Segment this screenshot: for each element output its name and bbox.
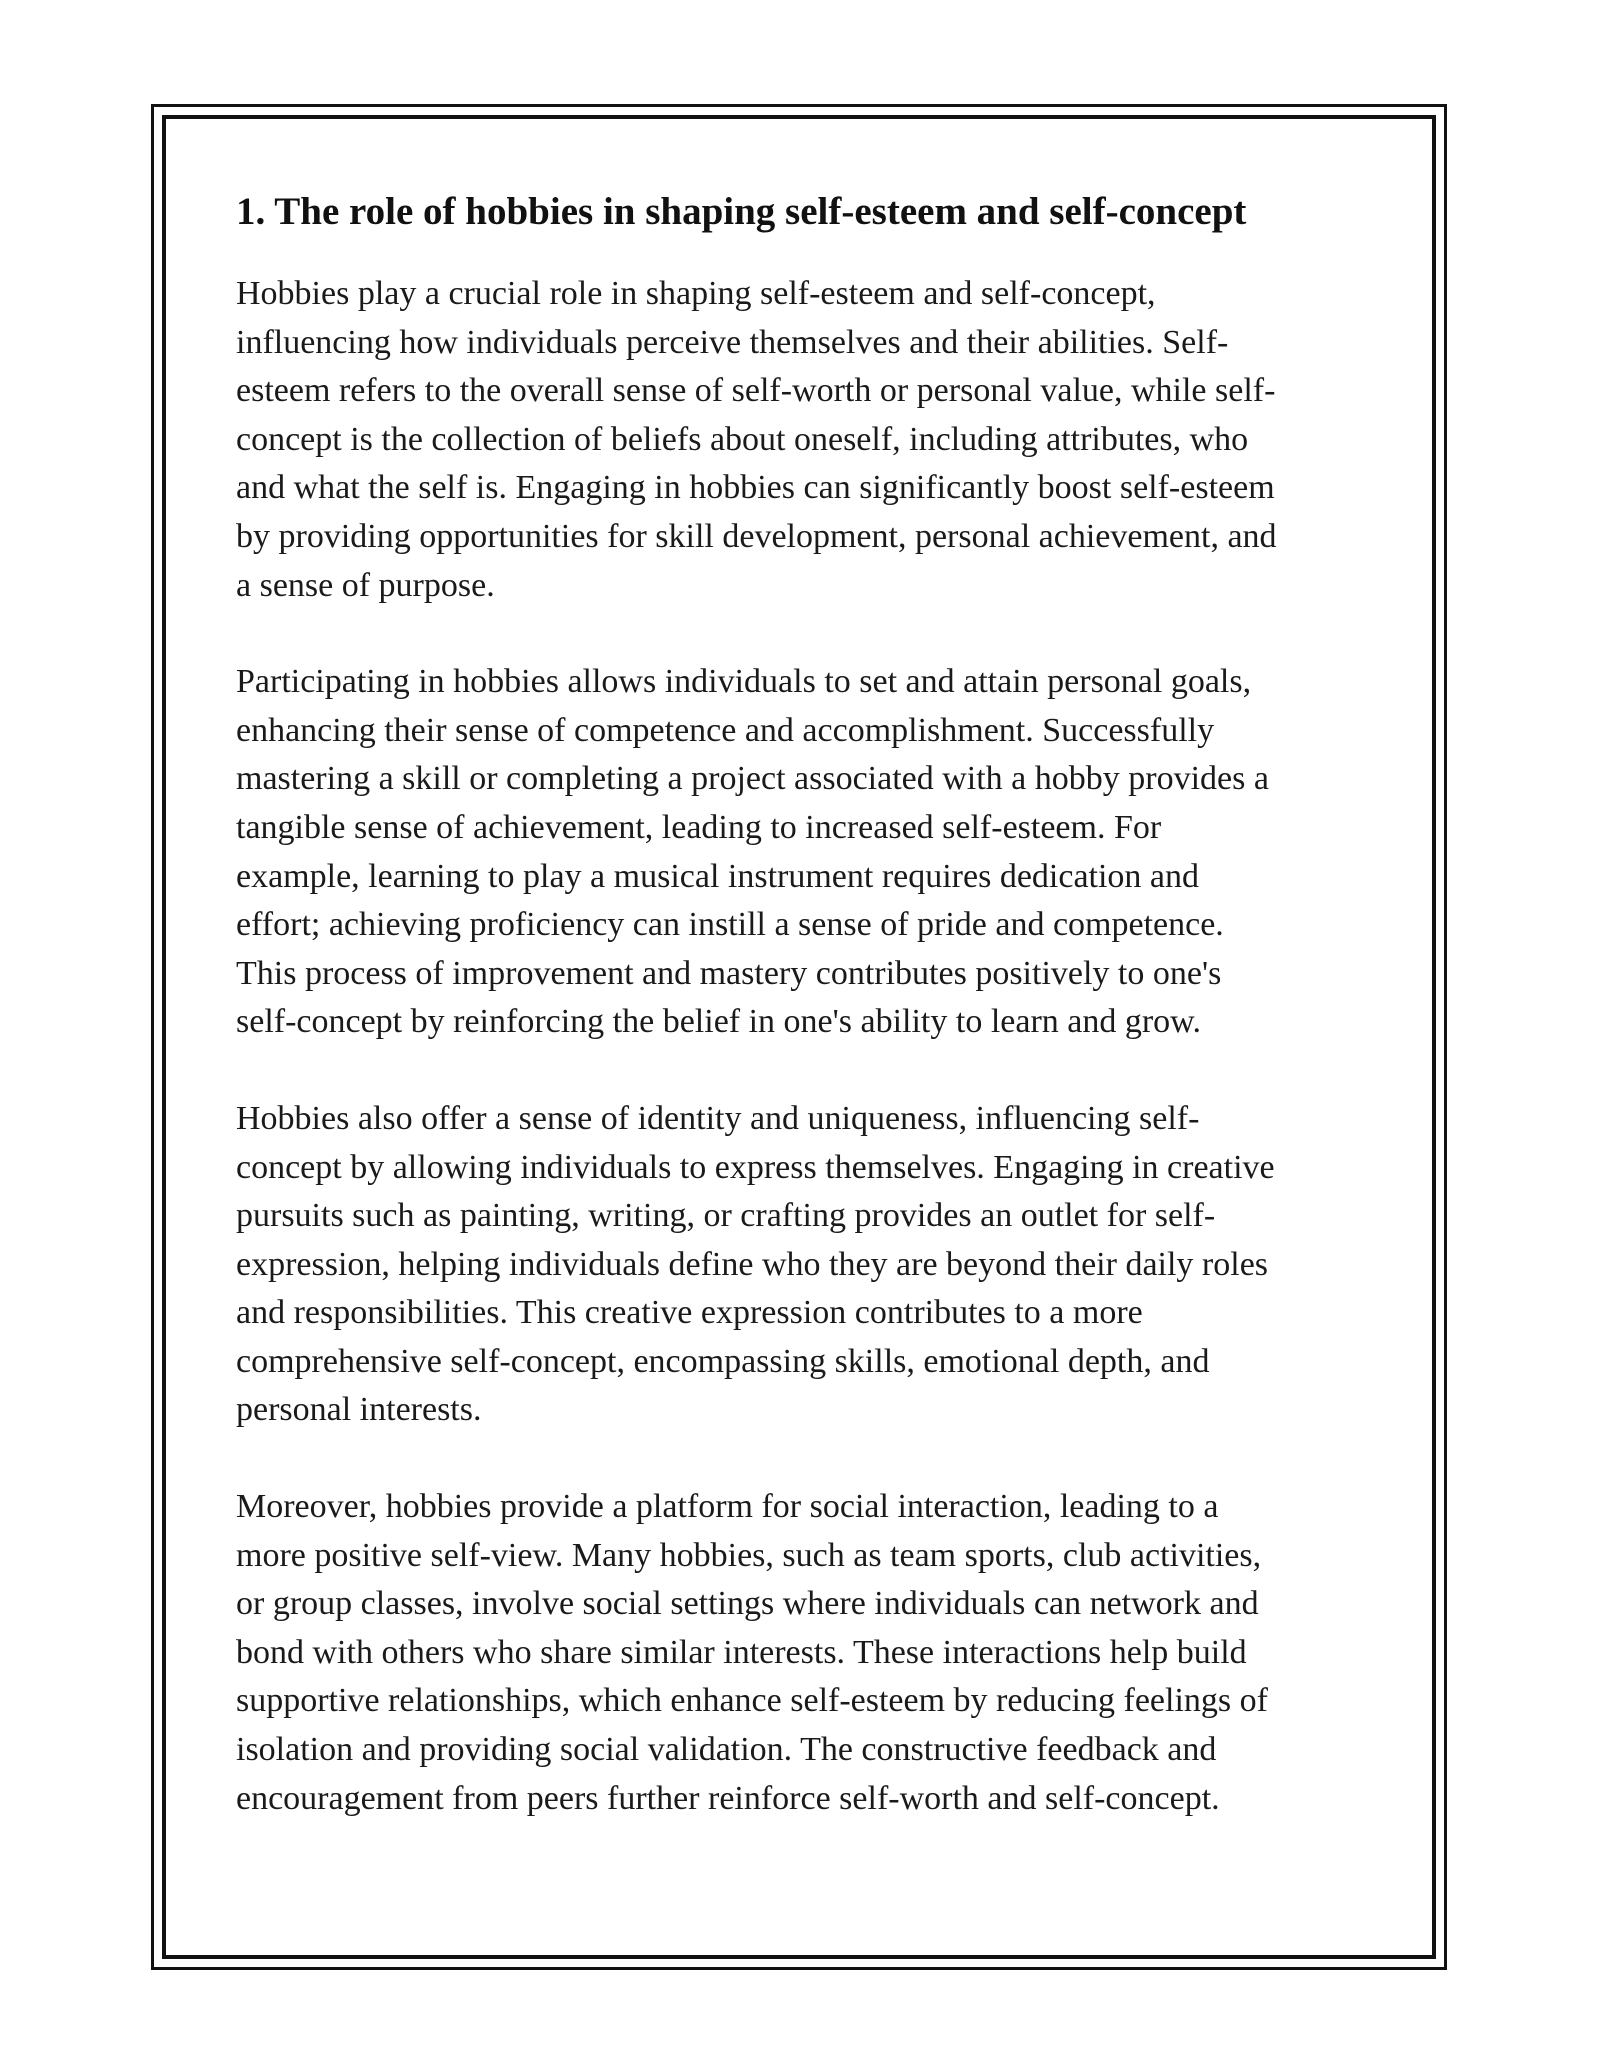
paragraph-line: supportive relationships, which enhance self-esteem by reducing feelings of bbox=[236, 1682, 1268, 1720]
paragraph-line: mastering a skill or completing a project associated with a hobby provides a bbox=[236, 760, 1269, 798]
paragraph-line: or group classes, involve social settings where individuals can network and bbox=[236, 1585, 1259, 1623]
paragraph-line: Hobbies also offer a sense of identity and uniqueness, influencing self- bbox=[236, 1099, 1200, 1137]
paragraph-4 bbox=[236, 1483, 1376, 1823]
paragraph-2 bbox=[236, 658, 1376, 1047]
document-content bbox=[236, 188, 1376, 1871]
paragraph-line: This process of improvement and mastery contributes positively to one's bbox=[236, 954, 1222, 992]
paragraph-line: bond with others who share similar interests. These interactions help build bbox=[236, 1633, 1247, 1671]
paragraph-line: enhancing their sense of competence and accomplishment. Successfully bbox=[236, 711, 1215, 749]
paragraph-line: encouragement from peers further reinforce self-worth and self-concept. bbox=[236, 1779, 1220, 1817]
paragraph-line: and what the self is. Engaging in hobbies can significantly boost self-esteem bbox=[236, 469, 1275, 507]
paragraph-line: pursuits such as painting, writing, or crafting provides an outlet for self- bbox=[236, 1197, 1216, 1235]
paragraph-line: concept by allowing individuals to express themselves. Engaging in creative bbox=[236, 1148, 1275, 1186]
paragraph-line: a sense of purpose. bbox=[236, 566, 495, 604]
section-heading: 1. The role of hobbies in shaping self-esteem and self-concept bbox=[236, 190, 1247, 233]
paragraph-line: comprehensive self-concept, encompassing skills, emotional depth, and bbox=[236, 1342, 1210, 1380]
paragraph-line: self-concept by reinforcing the belief in one's ability to learn and grow. bbox=[236, 1003, 1202, 1041]
paragraph-line: esteem refers to the overall sense of self-worth or personal value, while self- bbox=[236, 372, 1276, 410]
paragraph-line: and responsibilities. This creative expression contributes to a more bbox=[236, 1294, 1143, 1332]
paragraph-line: by providing opportunities for skill development, personal achievement, and bbox=[236, 517, 1277, 555]
paragraph-line: expression, helping individuals define who they are beyond their daily roles bbox=[236, 1245, 1269, 1283]
paragraph-line: Moreover, hobbies provide a platform for social interaction, leading to a bbox=[236, 1488, 1219, 1526]
paragraph-line: Hobbies play a crucial role in shaping self-esteem and self-concept, bbox=[236, 275, 1156, 312]
paragraph-3 bbox=[236, 1095, 1376, 1435]
paragraph-line: isolation and providing social validation. The constructive feedback and bbox=[236, 1731, 1217, 1769]
paragraph-line: Participating in hobbies allows individuals to set and attain personal goals, bbox=[236, 663, 1252, 701]
paragraph-line: tangible sense of achievement, leading to increased self-esteem. For bbox=[236, 808, 1162, 846]
paragraph-line: concept is the collection of beliefs about oneself, including attributes, who bbox=[236, 420, 1249, 458]
paragraph-line: influencing how individuals perceive themselves and their abilities. Self- bbox=[236, 323, 1229, 361]
paragraph-line: example, learning to play a musical instrument requires dedication and bbox=[236, 857, 1200, 895]
paragraph-line: effort; achieving proficiency can instill a sense of pride and competence. bbox=[236, 906, 1224, 944]
paragraph-1 bbox=[236, 270, 1376, 610]
paragraph-line: personal interests. bbox=[236, 1391, 482, 1429]
paragraph-line: more positive self-view. Many hobbies, such as team sports, club activities, bbox=[236, 1536, 1262, 1574]
